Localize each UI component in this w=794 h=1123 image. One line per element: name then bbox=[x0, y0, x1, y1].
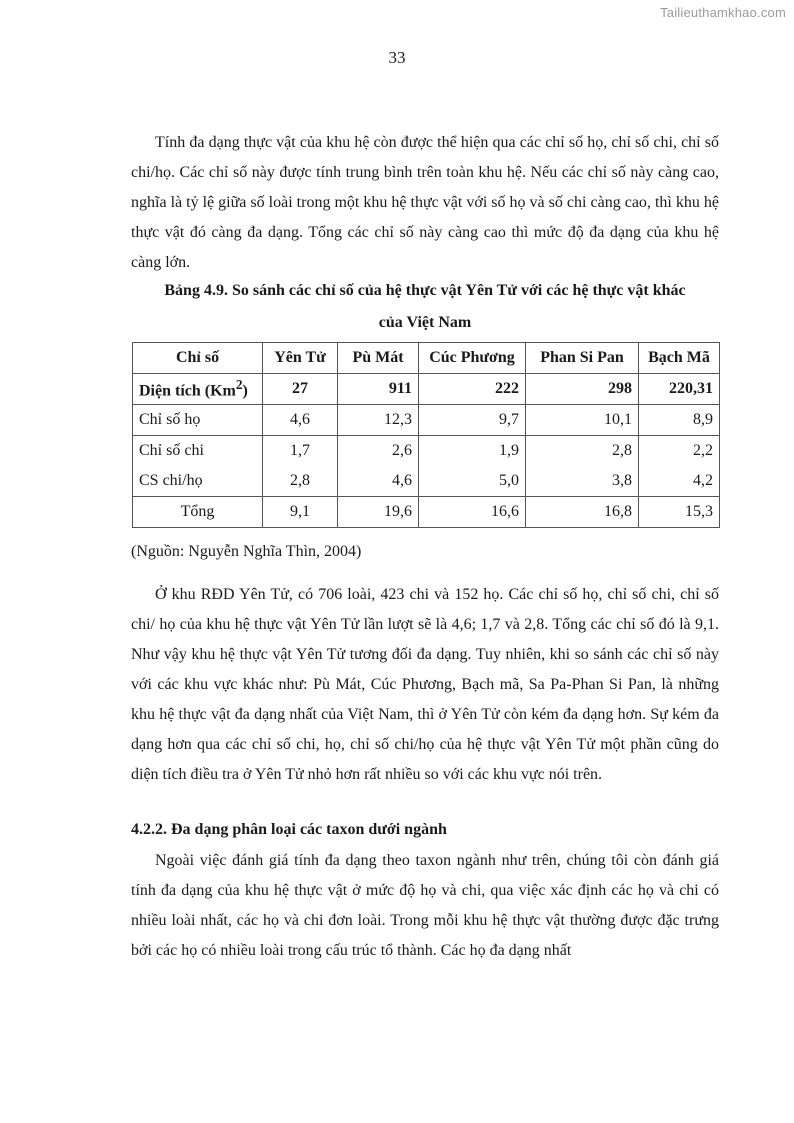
table-cell: 12,3 bbox=[338, 405, 419, 436]
table-cell: 911 bbox=[338, 374, 419, 405]
table-row-total bbox=[133, 497, 720, 528]
row-label: Chỉ số họ bbox=[133, 405, 263, 436]
table-cell: 5,0 bbox=[419, 466, 526, 497]
paragraph-2-text: Ở khu RĐD Yên Tử, có 706 loài, 423 chi và 152 họ. Các chỉ số họ, chỉ số chi, chỉ số chi/ họ của khu hệ thực vật Yên Tử lần lượt sẽ là 4,6; 1,7 và 2,8. Tổng các chỉ số đó là 9,1. Như vậy khu hệ thực vật Yên Tử tương đối đa dạng. Tuy nhiên, khi so sánh các chỉ số này với các khu vực khác như: Pù Mát, Cúc Phương, Bạch mã, Sa Pa-Phan Si Pan, là những khu hệ thực vật đa dạng nhất của Việt Nam, thì ở Yên Tử còn kém đa dạng hơn. Sự kém đa dạng hơn qua các chỉ số chi, họ, chỉ số chi/họ của hệ thực vật Yên Tử một phần cũng do diện tích điều tra ở Yên Tử nhỏ hơn rất nhiều so với các khu vực nói trên. bbox=[131, 586, 719, 783]
table-cell: 2,2 bbox=[639, 436, 720, 467]
table-cell: 2,8 bbox=[526, 436, 639, 467]
page-number: 33 bbox=[388, 48, 406, 67]
table-cell: 1,7 bbox=[263, 436, 338, 467]
table-cell: 298 bbox=[526, 374, 639, 405]
row-label: Tổng bbox=[133, 497, 263, 528]
table-cell: 4,2 bbox=[639, 466, 720, 497]
table-cell: 2,8 bbox=[263, 466, 338, 497]
comparison-table bbox=[132, 342, 720, 528]
header-cell: Chỉ số bbox=[133, 343, 263, 374]
table-cell: 220,31 bbox=[639, 374, 720, 405]
paragraph-yen-tu-comparison bbox=[131, 580, 719, 790]
table-cell: 16,6 bbox=[419, 497, 526, 528]
table-source-note: (Nguồn: Nguyễn Nghĩa Thìn, 2004) bbox=[131, 543, 362, 560]
table-caption-line-1: Bảng 4.9. So sánh các chỉ số của hệ thực vật Yên Tử với các hệ thực vật khác bbox=[164, 282, 686, 299]
table-cell: 10,1 bbox=[526, 405, 639, 436]
watermark-text: Tailieuthamkhao.com bbox=[660, 5, 786, 20]
header-cell: Pù Mát bbox=[338, 343, 419, 374]
table-cell: 3,8 bbox=[526, 466, 639, 497]
table-cell: 8,9 bbox=[639, 405, 720, 436]
section-heading: 4.2.2. Đa dạng phân loại các taxon dưới ngành bbox=[131, 821, 447, 838]
header-cell: Cúc Phương bbox=[419, 343, 526, 374]
header-cell: Bạch Mã bbox=[639, 343, 720, 374]
paragraph-diversity-intro bbox=[131, 128, 719, 278]
table-cell: 222 bbox=[419, 374, 526, 405]
row-label bbox=[133, 374, 263, 405]
table-cell: 4,6 bbox=[263, 405, 338, 436]
table-cell: 4,6 bbox=[338, 466, 419, 497]
table-row bbox=[133, 436, 720, 467]
header-cell: Phan Si Pan bbox=[526, 343, 639, 374]
paragraph-3-text: Ngoài việc đánh giá tính đa dạng theo taxon ngành như trên, chúng tôi còn đánh giá tính đa dạng của khu hệ thực vật ở mức độ họ và chi, qua việc xác định các họ và chi có nhiều loài nhất, các họ và chi đơn loài. Trong mỗi khu hệ thực vật thường được đặc trưng bởi các họ có nhiều loài trong cấu trúc tổ thành. Các họ đa dạng nhất bbox=[131, 852, 719, 959]
area-label-end: ) bbox=[242, 382, 248, 400]
table-cell: 15,3 bbox=[639, 497, 720, 528]
table-caption bbox=[131, 275, 719, 339]
table-cell: 27 bbox=[263, 374, 338, 405]
table-header-row bbox=[133, 343, 720, 374]
table-row bbox=[133, 466, 720, 497]
area-label: Diện tích (Km bbox=[139, 382, 236, 400]
table-row bbox=[133, 405, 720, 436]
table-cell: 9,1 bbox=[263, 497, 338, 528]
paragraph-1-text: Tính đa dạng thực vật của khu hệ còn được thể hiện qua các chỉ số họ, chỉ số chi, chỉ số chi/họ. Các chỉ số này được tính trung bình trên toàn khu hệ. Nếu các chỉ số này càng cao, nghĩa là tỷ lệ giữa số loài trong một khu hệ thực vật với số họ và số chi càng cao, thì khu hệ thực vật đó càng đa dạng. Tổng các chỉ số này càng cao thì mức độ đa dạng của khu hệ càng lớn. bbox=[131, 134, 719, 271]
paragraph-taxon-diversity bbox=[131, 846, 719, 966]
row-label: Chỉ số chi bbox=[133, 436, 263, 467]
area-sup: 2 bbox=[235, 377, 243, 393]
table-caption-line-2: của Việt Nam bbox=[378, 314, 472, 331]
table-cell: 9,7 bbox=[419, 405, 526, 436]
table-cell: 1,9 bbox=[419, 436, 526, 467]
table-cell: 19,6 bbox=[338, 497, 419, 528]
table-cell: 16,8 bbox=[526, 497, 639, 528]
table-row-area bbox=[133, 374, 720, 405]
row-label: CS chi/họ bbox=[133, 466, 263, 497]
header-cell: Yên Tử bbox=[263, 343, 338, 374]
table-cell: 2,6 bbox=[338, 436, 419, 467]
